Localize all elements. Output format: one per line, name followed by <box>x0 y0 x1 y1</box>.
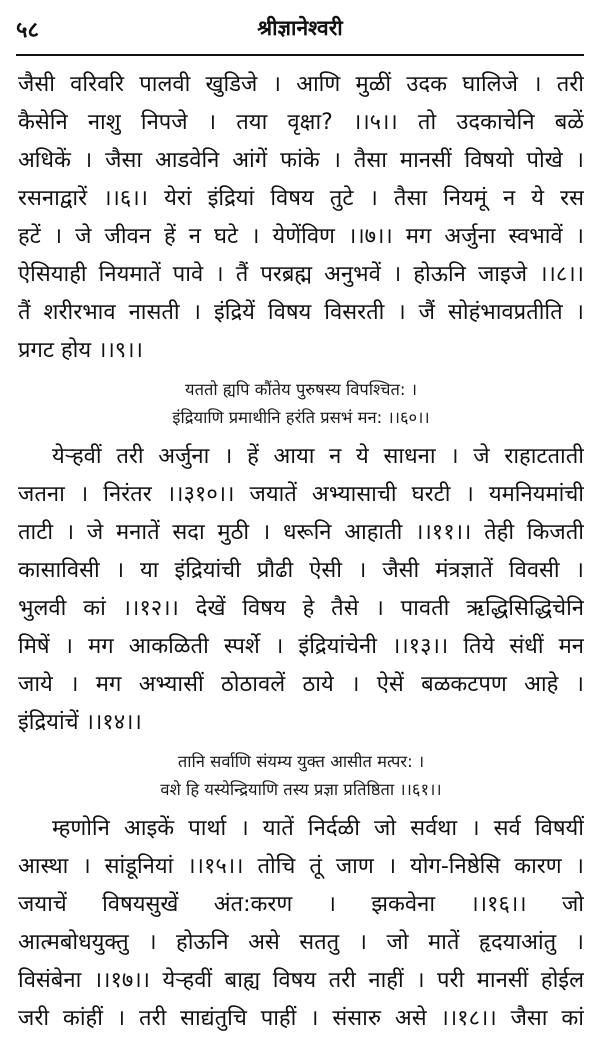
page-header <box>16 0 584 56</box>
text-line: हटें । जे जीवन हें न घटे । येणेंविण ।।७।। मग अर्जुना स्वभावें । <box>18 224 584 249</box>
text-line: इंद्रियांचें ।।१४।। <box>18 710 142 735</box>
verse-line: इंद्रियाणि प्रमाथीनि हरंति प्रसभं मन: ।।६०।। <box>172 408 430 427</box>
text-line: कासाविसी । या इंद्रियांची प्रौढी ऐसी । जैसी मंत्रज्ञातें विवसी । <box>18 558 584 583</box>
sanskrit-verse-61 <box>18 748 584 804</box>
text-line: विसंबेना ।।१७।। येऱ्हवीं बाह्य विषय तरी नाहीं । परी मानसीं होईल <box>18 968 584 993</box>
paragraph-ovi-5-9 <box>18 66 584 370</box>
text-line: जतना । निरंतर ।।३१०।। जयातें अभ्यासाची घरटी । यमनियमांची <box>18 482 584 507</box>
text-line: जयाचें विषयसुखें अंत:करण । झकवेना ।।१६।। जो <box>18 892 584 917</box>
text-line: ऐसियाही नियमातें पावे । तैं परब्रह्म अनुभवें । होऊनि जाइजे ।।८।। <box>18 262 584 287</box>
text-line: जैसी वरिवरि पालवी खुडिजे । आणि मुळीं उदक घालिजे । तरी <box>18 72 584 97</box>
text-line: भुलवी कां ।।१२।। देखें विषय हे तैसे । पावती ऋद्धिसिद्धिचेनि <box>18 596 584 621</box>
text-line: येऱ्हवीं तरी अर्जुना । हें आया न ये साधना । जे राहाटताती <box>52 444 584 469</box>
verse-line: यततो ह्यपि कौंतेय पुरुषस्य विपश्चित: । <box>185 380 417 399</box>
text-line: मिषें । मग आकळिती स्पर्शे । इंद्रियांचेनी ।।१३।। तिये संधीं मन <box>18 634 584 659</box>
text-line: आस्था । सांडूनियां ।।१५।। तोचि तूं जाण । योग-निष्ठेसि कारण । <box>18 854 584 879</box>
text-line: ताटी । जे मनातें सदा मुठी । धरूनि आहाती ।।११।। तेही किजती <box>18 520 584 545</box>
page-body <box>10 56 590 1038</box>
text-line: अधिकें । जैसा आडवेनि आंगें फांके । तैसा मानसीं विषयो पोखे । <box>18 148 584 173</box>
verse-line: तानि सर्वाणि संयम्य युक्त आसीत मत्पर: । <box>177 752 425 771</box>
running-title: श्रीज्ञानेश्वरी <box>257 16 343 40</box>
paragraph-ovi-310-14 <box>18 438 584 742</box>
page-number: ५८ <box>16 18 39 43</box>
text-line: रसनाद्वारें ।।६।। येरां इंद्रियां विषय तुटे । तैसा नियमूं न ये रस <box>18 186 584 211</box>
verse-line: वशे हि यस्येन्द्रियाणि तस्य प्रज्ञा प्रतिष्ठिता ।।६१।। <box>160 780 442 799</box>
text-line: कैसेनि नाशु निपजे । तया वृक्षा? ।।५।। तो उदकाचेनि बळें <box>18 110 584 135</box>
text-line: तैं शरीरभाव नासती । इंद्रियें विषय विसरती । जैं सोहंभावप्रतीति । <box>18 300 584 325</box>
text-line: आत्मबोधयुक्तु । होऊनि असे सततु । जो मातें हृदयाआंतु । <box>18 930 584 955</box>
paragraph-ovi-15-18 <box>18 810 584 1038</box>
text-line: जरी कांहीं । तरी साद्यंतुचि पाहीं । संसारु असे ।।१८।। जैसा कां <box>18 1006 584 1031</box>
text-line: जाये । मग अभ्यासीं ठोठावलें ठाये । ऐसें बळकटपण आहे । <box>18 672 584 697</box>
text-line: प्रगट होय ।।९।। <box>18 338 143 363</box>
text-line: म्हणोनि आइकें पार्था । यातें निर्दळी जो सर्वथा । सर्व विषयीं <box>52 816 584 841</box>
sanskrit-verse-60 <box>18 376 584 432</box>
